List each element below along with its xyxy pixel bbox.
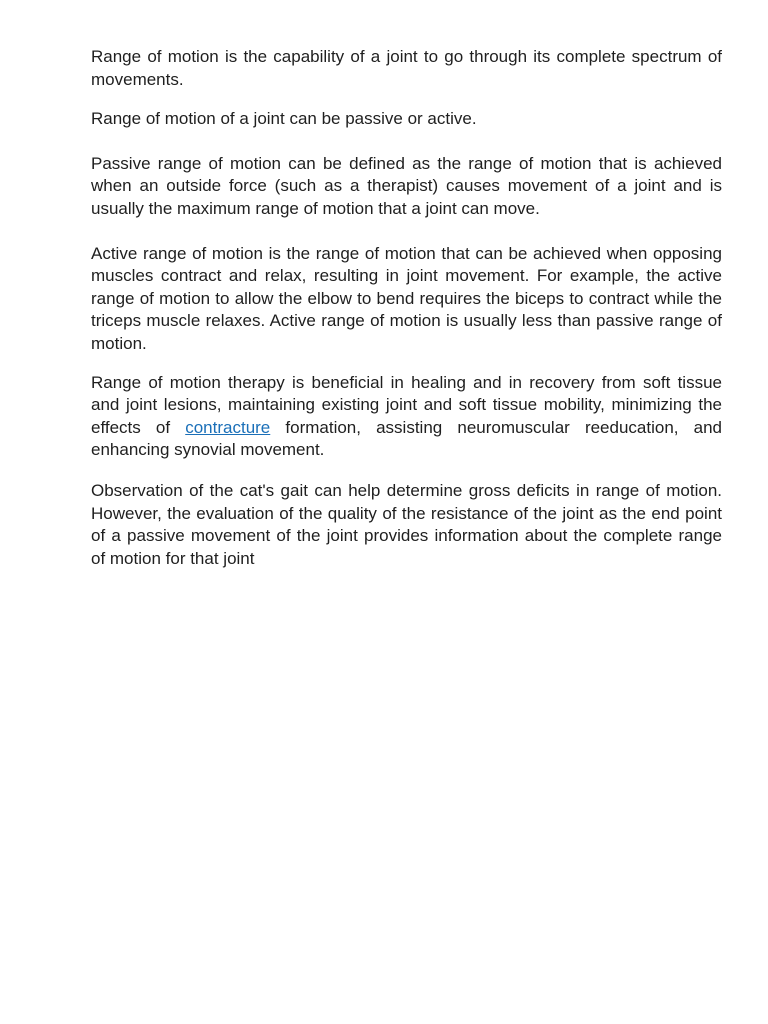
paragraph-types: Range of motion of a joint can be passive or active. <box>91 109 477 129</box>
paragraph-therapy-text-start: Range of motion therapy is beneficial in healing and in recovery from soft tissue and joint lesions, maintaining existing joint and soft tissue mobility, minimizing the effects of <box>91 372 722 437</box>
document-body <box>91 46 722 570</box>
paragraph-definition: Range of motion is the capability of a joint to go through its complete spectrum of movements. <box>91 47 722 89</box>
paragraph-therapy <box>91 372 722 462</box>
paragraph-therapy-text-end: formation, assisting neuromuscular reeducation, and enhancing synovial movement. <box>91 417 723 460</box>
paragraph-active: Active range of motion is the range of motion that can be achieved when opposing muscles contract and relax, resulting in joint movement. For example, the active range of motion to allow the elbow to bend requires the biceps to contract while the triceps muscle relaxes. Active range of motion is usually less than passive range of motion. <box>91 243 722 353</box>
paragraph-gait-observation: Observation of the cat's gait can help determine gross deficits in range of motion. However, the evaluation of the quality of the resistance of the joint as the end point of a passive movement of the joint provides information about the complete range of motion for that joint <box>91 480 722 568</box>
paragraph-passive: Passive range of motion can be defined as the range of motion that is achieved when an outside force (such as a therapist) causes movement of a joint and is usually the maximum range of motion that a joint can move. <box>91 153 722 218</box>
contracture-link[interactable]: contracture <box>185 417 271 437</box>
